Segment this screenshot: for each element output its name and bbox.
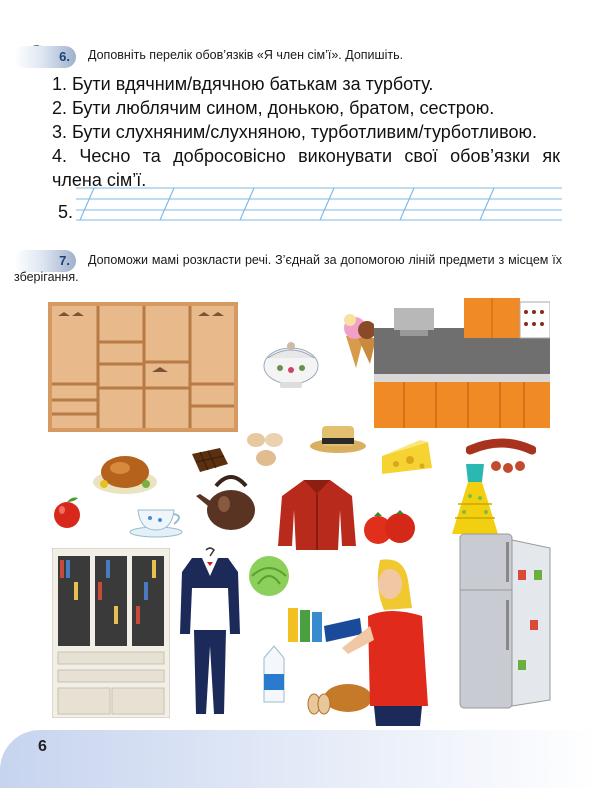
task6-item-5-label: 5. (58, 202, 74, 222)
page-footer-band (0, 730, 600, 788)
tomatoes[interactable] (360, 506, 420, 546)
apple[interactable] (50, 494, 84, 530)
teacup[interactable] (128, 504, 186, 538)
task6-number: 6. (59, 49, 70, 64)
eggs[interactable] (242, 428, 288, 468)
task6-item-3: 3. Бути слухняним/слухняною, турботливим/турботливою. (52, 122, 537, 142)
task6-item-4: 4. Чесно та добросовісно виконувати свої обов’язки як члена сім’ї. (52, 146, 560, 190)
task6-item-2: 2. Бути люблячим сином, донькою, братом, сестрою. (52, 98, 495, 118)
task6-items (52, 72, 560, 192)
straw-hat[interactable] (308, 418, 368, 454)
cabbage[interactable] (244, 554, 294, 598)
suit[interactable] (178, 546, 242, 718)
cheese[interactable] (380, 438, 434, 478)
roast-chicken[interactable] (90, 440, 160, 500)
task6-instruction: Доповніть перелік обов’язків «Я член сім’ї». Допишіть. (88, 48, 404, 62)
girl-dress[interactable] (450, 460, 500, 540)
mother[interactable] (340, 556, 440, 726)
bookcase[interactable] (52, 548, 170, 718)
milk-carton[interactable] (260, 644, 288, 704)
task7-instruction: Допоможи мамі розкласти речі. З’єднай за допомогою ліній предмети з місцем їх зберігання. (14, 253, 562, 284)
kettle[interactable] (196, 466, 266, 536)
soup-tureen[interactable] (258, 334, 324, 390)
task6-header (14, 45, 76, 69)
page-number: 6 (38, 738, 47, 755)
wardrobe[interactable] (48, 302, 238, 432)
refrigerator[interactable] (454, 530, 554, 710)
kitchen[interactable] (374, 298, 550, 428)
task6-number-badge (14, 46, 76, 68)
task6-item-1: 1. Бути вдячним/вдячною батькам за турботу. (52, 74, 434, 94)
writing-lines[interactable] (76, 186, 562, 222)
task7-number: 7. (59, 253, 70, 268)
red-jacket[interactable] (276, 476, 358, 552)
